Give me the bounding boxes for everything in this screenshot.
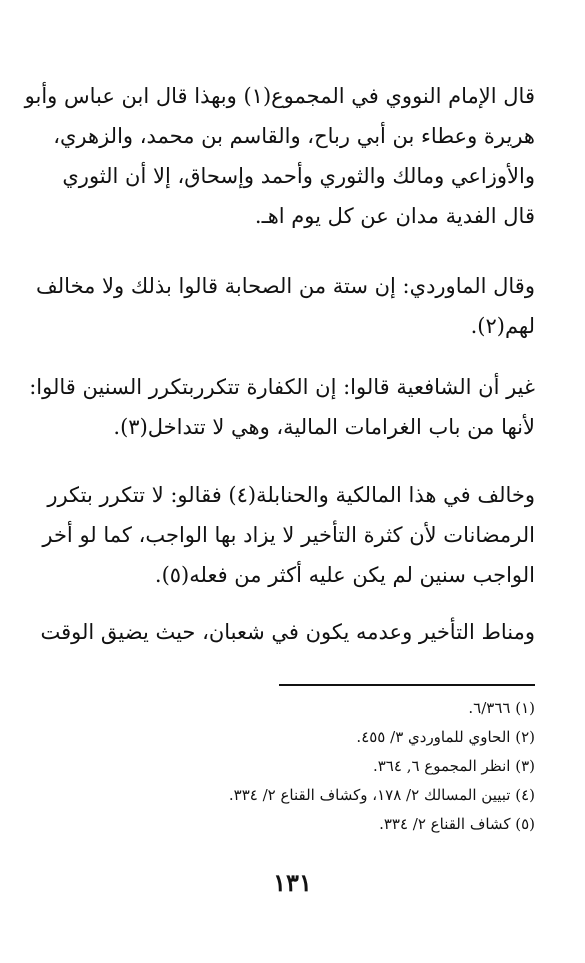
footnote-5: (٥) كشاف القناع ٢/ ٣٣٤. [379,815,535,833]
footnote-3: (٣) انظر المجموع ٦, ٣٦٤. [372,757,535,775]
footnotes [57,694,535,839]
page-number: ١٣١ [273,868,312,897]
text-line: لهم(٢). [470,314,535,338]
paragraph-2 [36,266,535,346]
text-line: قال الإمام النووي في المجموع(١) وبهذا قال ابن عباس وأبو [24,84,535,108]
text-line: غير أن الشافعية قالوا: إن الكفارة تتكرربتكرر السنين قالوا: [29,375,535,399]
text-line: هريرة وعطاء بن أبي رباح، والقاسم بن محمد، والزهري، [53,124,535,148]
text-line: والأوزاعي ومالك والثوري وأحمد وإسحاق، إلا أن الثوري [62,164,535,188]
paragraph-4 [42,475,535,595]
footnote-4: (٤) تبيين المسالك ٢/ ١٧٨، وكشاف القناع ٢/ ٣٣٤. [228,786,535,804]
text-line: وخالف في هذا المالكية والحنابلة(٤) فقالو: لا تتكرر بتكرر [47,483,535,507]
paragraph-3 [29,367,535,447]
text-line: قال الفدية مدان عن كل يوم اهـ. [254,204,535,228]
text-line: لأنها من باب الغرامات المالية، وهي لا تتداخل(٣). [113,415,535,439]
paragraph-5 [40,612,535,652]
footnote-separator [279,684,535,686]
text-line: الرمضانات لأن كثرة التأخير لا يزاد بها الواجب، كما لو أخر [42,523,535,547]
text-line: وقال الماوردي: إن ستة من الصحابة قالوا بذلك ولا مخالف [36,274,535,298]
footnote-1: (١) ٦/٣٦٦. [468,699,535,717]
footnote-2: (٢) الحاوي للماوردي ٣/ ٤٥٥. [356,728,535,746]
paragraph-1 [24,76,535,236]
text-line: الواجب سنين لم يكن عليه أكثر من فعله(٥). [154,563,535,587]
text-line: ومناط التأخير وعدمه يكون في شعبان، حيث يضيق الوقت [40,620,535,644]
